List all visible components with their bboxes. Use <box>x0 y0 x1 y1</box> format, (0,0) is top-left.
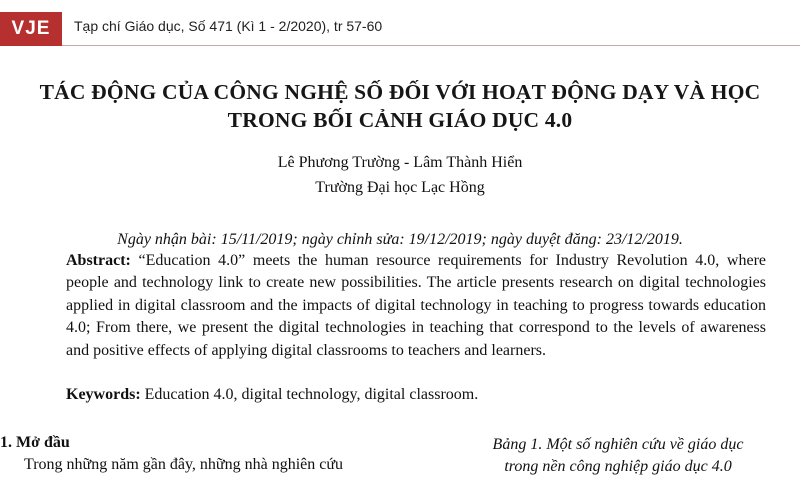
title-line-2: TRONG BỐI CẢNH GIÁO DỤC 4.0 <box>227 108 573 132</box>
title-line-1: TÁC ĐỘNG CỦA CÔNG NGHỆ SỐ ĐỐI VỚI HOẠT ĐỘNG DẠY VÀ HỌC <box>39 80 761 104</box>
keywords <box>66 384 766 406</box>
abstract-label: Abstract: <box>66 252 139 269</box>
table-caption-line-1: Bảng 1. Một số nghiên cứu về giáo dục <box>492 436 744 453</box>
keywords-text: Education 4.0, digital technology, digital classroom. <box>144 386 479 403</box>
journal-logo-badge: VJE <box>0 12 62 46</box>
abstract <box>66 250 766 362</box>
author-affiliation: Trường Đại học Lạc Hồng <box>315 179 485 196</box>
paper-title <box>0 78 800 134</box>
body-paragraph: Trong những năm gần đây, những nhà nghiên cứu <box>24 456 344 473</box>
table-caption <box>478 434 758 478</box>
header-divider <box>62 45 800 46</box>
table-caption-line-2: trong nền công nghiệp giáo dục 4.0 <box>504 458 732 475</box>
submission-dates: Ngày nhận bài: 15/11/2019; ngày chỉnh sửa: 19/12/2019; ngày duyệt đăng: 23/12/2019. <box>117 231 683 248</box>
journal-header <box>0 0 800 52</box>
abstract-text: “Education 4.0” meets the human resource requirements for Industry Revolution 4.0, where people and technology link to create new possibilities. The article presents research on digital technologies applied in digital classroom and the impacts of digital technology in teaching to progress towards education 4.0; From there, we present the digital technologies in teaching that correspond to the levels of awareness and positive effects of applying digital classrooms to teachers and learners. <box>66 252 766 359</box>
journal-reference: Tạp chí Giáo dục, Số 471 (Kì 1 - 2/2020), tr 57-60 <box>74 18 383 34</box>
keywords-label: Keywords: <box>66 386 145 403</box>
author-list: Lê Phương Trường - Lâm Thành Hiển <box>277 154 523 171</box>
section-heading: 1. Mở đầu <box>0 434 70 451</box>
